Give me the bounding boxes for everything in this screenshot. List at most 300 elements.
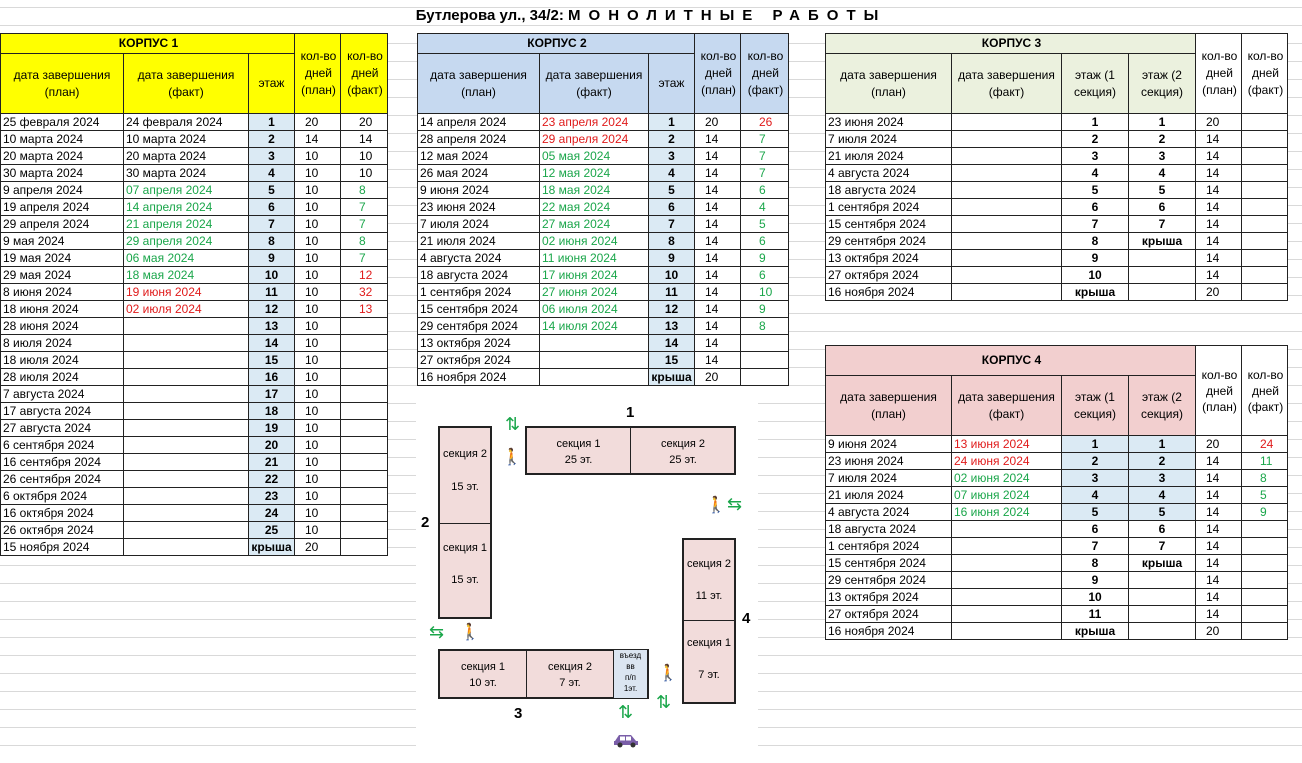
floor-sec1-cell: 1	[1062, 436, 1129, 453]
table-row	[418, 284, 789, 301]
building-4	[682, 538, 736, 704]
floor-sec1-cell: 3	[1062, 148, 1129, 165]
table-row	[826, 233, 1288, 250]
days-fact-cell	[1242, 114, 1288, 131]
days-fact-cell: 7	[341, 216, 388, 233]
plan-date-cell: 7 августа 2024	[1, 386, 124, 403]
days-plan-cell: 14	[695, 148, 741, 165]
days-plan-cell: 14	[1196, 470, 1242, 487]
korpus-2-table	[417, 33, 789, 386]
table-row	[418, 335, 789, 352]
days-fact-cell	[1242, 250, 1288, 267]
floor-sec2-cell	[1129, 284, 1196, 301]
table-row	[418, 148, 789, 165]
days-fact-cell	[341, 505, 388, 522]
fact-date-header: дата завершения (факт)	[952, 54, 1062, 114]
floor-cell: 10	[649, 267, 695, 284]
days-fact-cell: 24	[1242, 436, 1288, 453]
plan-date-cell: 21 июля 2024	[826, 148, 952, 165]
floor-sec2-cell: 4	[1129, 165, 1196, 182]
plan-date-cell: 16 сентября 2024	[1, 454, 124, 471]
table-row	[418, 216, 789, 233]
vertical-arrows-icon: ⇅	[656, 692, 672, 712]
days-fact-cell	[341, 369, 388, 386]
plan-date-cell: 12 мая 2024	[418, 148, 540, 165]
plan-date-cell: 27 октября 2024	[826, 267, 952, 284]
floor-cell: 7	[249, 216, 295, 233]
floor-cell: 9	[249, 250, 295, 267]
plan-date-cell: 29 сентября 2024	[826, 233, 952, 250]
fact-date-cell: 21 апреля 2024	[124, 216, 249, 233]
days-fact-cell: 10	[341, 165, 388, 182]
fact-date-cell	[124, 488, 249, 505]
days-plan-cell: 14	[695, 216, 741, 233]
vertical-arrows-icon: ⇅	[505, 414, 521, 434]
fact-date-cell: 05 мая 2024	[540, 148, 649, 165]
days-plan-cell: 14	[695, 267, 741, 284]
plan-date-cell: 1 сентября 2024	[826, 199, 952, 216]
floor-sec2-cell: 7	[1129, 538, 1196, 555]
fact-date-cell: 02 июня 2024	[952, 470, 1062, 487]
table-row	[826, 487, 1288, 504]
fact-date-cell	[124, 420, 249, 437]
floor-sec1-cell: 11	[1062, 606, 1129, 623]
days-fact-cell	[341, 488, 388, 505]
floor-sec2-cell	[1129, 250, 1196, 267]
fact-date-cell	[952, 572, 1062, 589]
days-plan-cell: 10	[295, 233, 341, 250]
plan-date-cell: 21 июля 2024	[418, 233, 540, 250]
table-row	[1, 454, 388, 471]
fact-date-cell: 16 июня 2024	[952, 504, 1062, 521]
plan-date-cell: 8 июля 2024	[1, 335, 124, 352]
building-1-section-1: секция 1 25 эт.	[556, 438, 601, 466]
plan-date-cell: 28 июля 2024	[1, 369, 124, 386]
table-row	[1, 403, 388, 420]
table-row	[418, 301, 789, 318]
plan-date-cell: 15 сентября 2024	[418, 301, 540, 318]
days-plan-cell: 14	[695, 131, 741, 148]
table-row	[826, 470, 1288, 487]
floor-cell: 21	[249, 454, 295, 471]
days-fact-cell	[1242, 589, 1288, 606]
table-row	[826, 131, 1288, 148]
plan-date-cell: 13 октября 2024	[826, 250, 952, 267]
plan-date-cell: 16 ноября 2024	[826, 623, 952, 640]
days-fact-header: кол-во дней (факт)	[1242, 34, 1288, 114]
table-row	[418, 199, 789, 216]
days-plan-cell: 10	[295, 403, 341, 420]
plan-date-cell: 25 февраля 2024	[1, 114, 124, 131]
table-row	[418, 233, 789, 250]
pedestrian-icon: 🚶	[502, 449, 522, 466]
days-fact-cell: 6	[741, 233, 789, 250]
floor-sec2-cell	[1129, 267, 1196, 284]
table-row	[1, 369, 388, 386]
days-fact-cell	[1242, 182, 1288, 199]
table-row	[1, 233, 388, 250]
floor-cell: 13	[249, 318, 295, 335]
korpus-4-header: КОРПУС 4	[826, 346, 1196, 376]
floor-header: этаж	[249, 54, 295, 114]
floor-cell: 4	[249, 165, 295, 182]
days-fact-cell: 7	[741, 148, 789, 165]
days-fact-cell	[1242, 165, 1288, 182]
days-plan-cell: 14	[695, 301, 741, 318]
floor-cell: 18	[249, 403, 295, 420]
floor-sec1-cell: 2	[1062, 453, 1129, 470]
days-plan-cell: 14	[1196, 267, 1242, 284]
days-plan-header: кол-во дней (план)	[695, 34, 741, 114]
days-plan-cell: 14	[1196, 216, 1242, 233]
horizontal-arrows-icon: ⇆	[429, 622, 445, 642]
floor-cell: 3	[649, 148, 695, 165]
days-plan-cell: 14	[1196, 199, 1242, 216]
floor-sec2-cell: 5	[1129, 504, 1196, 521]
pedestrian-icon: 🚶	[460, 624, 480, 641]
fact-date-cell: 02 июня 2024	[540, 233, 649, 250]
days-fact-header: кол-во дней (факт)	[1242, 346, 1288, 436]
fact-date-cell: 13 июня 2024	[952, 436, 1062, 453]
floor-cell: 6	[249, 199, 295, 216]
plan-date-cell: 9 апреля 2024	[1, 182, 124, 199]
days-fact-cell	[1242, 623, 1288, 640]
days-plan-cell: 10	[295, 420, 341, 437]
plan-date-cell: 29 мая 2024	[1, 267, 124, 284]
floor-sec2-cell: 3	[1129, 470, 1196, 487]
floor-cell: 2	[649, 131, 695, 148]
days-plan-cell: 10	[295, 165, 341, 182]
korpus-1-header: КОРПУС 1	[1, 34, 295, 54]
table-row	[1, 420, 388, 437]
days-plan-cell: 14	[1196, 233, 1242, 250]
days-plan-cell: 10	[295, 454, 341, 471]
days-fact-cell: 8	[341, 182, 388, 199]
table-row	[1, 182, 388, 199]
table-row	[826, 436, 1288, 453]
days-plan-cell: 20	[295, 114, 341, 131]
plan-date-cell: 17 августа 2024	[1, 403, 124, 420]
fact-date-cell: 22 мая 2024	[540, 199, 649, 216]
floor-sec1-cell: 7	[1062, 216, 1129, 233]
floor-cell: 8	[649, 233, 695, 250]
fact-date-cell	[124, 539, 249, 556]
plan-date-cell: 23 июня 2024	[826, 453, 952, 470]
days-fact-cell: 8	[741, 318, 789, 335]
fact-date-cell	[952, 165, 1062, 182]
plan-date-cell: 15 сентября 2024	[826, 555, 952, 572]
floor-cell: 15	[249, 352, 295, 369]
fact-date-cell	[124, 386, 249, 403]
floor-sec1-cell: 9	[1062, 250, 1129, 267]
fact-date-cell	[952, 623, 1062, 640]
fact-date-cell	[124, 454, 249, 471]
floor-sec1-cell: крыша	[1062, 284, 1129, 301]
floor-sec2-cell: 2	[1129, 453, 1196, 470]
days-plan-cell: 14	[295, 131, 341, 148]
days-plan-cell: 20	[295, 539, 341, 556]
days-plan-cell: 10	[295, 437, 341, 454]
plan-date-cell: 18 июля 2024	[1, 352, 124, 369]
plan-date-cell: 27 августа 2024	[1, 420, 124, 437]
floor-cell: 6	[649, 199, 695, 216]
days-plan-cell: 14	[695, 233, 741, 250]
korpus-1-table	[0, 33, 388, 556]
fact-date-cell	[124, 505, 249, 522]
floor-sec1-cell: 10	[1062, 589, 1129, 606]
table-row	[1, 522, 388, 539]
fact-date-cell: 27 июня 2024	[540, 284, 649, 301]
building-1-section-2: секция 2 25 эт.	[660, 438, 705, 466]
plan-date-cell: 6 октября 2024	[1, 488, 124, 505]
floor-sec1-cell: 3	[1062, 470, 1129, 487]
days-fact-cell	[1242, 233, 1288, 250]
car-icon	[612, 732, 640, 748]
days-plan-cell: 14	[1196, 453, 1242, 470]
days-plan-cell: 20	[695, 369, 741, 386]
days-fact-header: кол-во дней (факт)	[341, 34, 388, 114]
fact-date-cell	[952, 250, 1062, 267]
plan-date-cell: 13 октября 2024	[826, 589, 952, 606]
table-row	[1, 539, 388, 556]
floor-cell: крыша	[249, 539, 295, 556]
floor-cell: 9	[649, 250, 695, 267]
plan-date-cell: 20 марта 2024	[1, 148, 124, 165]
floor-cell: 13	[649, 318, 695, 335]
fact-date-cell: 12 мая 2024	[540, 165, 649, 182]
fact-date-cell	[952, 589, 1062, 606]
table-row	[1, 131, 388, 148]
plan-date-cell: 9 июня 2024	[418, 182, 540, 199]
table-row	[826, 606, 1288, 623]
fact-date-cell	[124, 369, 249, 386]
floor-sec2-cell: 7	[1129, 216, 1196, 233]
floor-cell: 1	[649, 114, 695, 131]
table-row	[826, 538, 1288, 555]
table-row	[1, 165, 388, 182]
floor-sec2-cell	[1129, 606, 1196, 623]
days-plan-cell: 14	[1196, 589, 1242, 606]
days-fact-cell: 11	[1242, 453, 1288, 470]
floor-cell: 3	[249, 148, 295, 165]
table-row	[1, 335, 388, 352]
plan-date-cell: 29 сентября 2024	[418, 318, 540, 335]
fact-date-cell	[124, 403, 249, 420]
fact-date-cell: 30 марта 2024	[124, 165, 249, 182]
pedestrian-icon: 🚶	[706, 497, 726, 514]
table-row	[1, 267, 388, 284]
plan-date-cell: 15 сентября 2024	[826, 216, 952, 233]
days-fact-cell: 9	[741, 250, 789, 267]
plan-date-cell: 16 ноября 2024	[826, 284, 952, 301]
days-fact-cell	[1242, 267, 1288, 284]
days-fact-cell: 12	[341, 267, 388, 284]
floor-sec2-cell: 5	[1129, 182, 1196, 199]
days-fact-cell: 6	[741, 182, 789, 199]
days-plan-cell: 10	[295, 199, 341, 216]
days-plan-header: кол-во дней (план)	[1196, 346, 1242, 436]
fact-date-cell	[952, 216, 1062, 233]
days-fact-cell	[741, 352, 789, 369]
fact-date-cell: 29 апреля 2024	[124, 233, 249, 250]
horizontal-arrows-icon: ⇆	[727, 494, 743, 514]
fact-date-cell: 27 мая 2024	[540, 216, 649, 233]
building-2	[438, 426, 492, 619]
plan-date-cell: 4 августа 2024	[418, 250, 540, 267]
table-row	[826, 199, 1288, 216]
floor-sec1-cell: 6	[1062, 199, 1129, 216]
plan-date-cell: 1 сентября 2024	[418, 284, 540, 301]
fact-date-cell	[124, 437, 249, 454]
fact-date-cell: 24 июня 2024	[952, 453, 1062, 470]
days-plan-cell: 20	[1196, 436, 1242, 453]
fact-date-cell	[952, 131, 1062, 148]
floor-cell: 4	[649, 165, 695, 182]
days-fact-cell: 7	[341, 250, 388, 267]
table-row	[826, 504, 1288, 521]
fact-date-cell: 14 июля 2024	[540, 318, 649, 335]
days-plan-cell: 10	[295, 182, 341, 199]
table-row	[1, 318, 388, 335]
floor-sec1-cell: крыша	[1062, 623, 1129, 640]
table-row	[1, 199, 388, 216]
plan-date-header: дата завершения (план)	[1, 54, 124, 114]
fact-date-cell: 06 мая 2024	[124, 250, 249, 267]
building-3-section-1: секция 1 10 эт.	[460, 661, 505, 689]
days-fact-cell	[341, 352, 388, 369]
building-2-section-1: секция 1 15 эт.	[442, 542, 487, 586]
days-fact-cell: 5	[1242, 487, 1288, 504]
floor-sec2-cell: 2	[1129, 131, 1196, 148]
fact-date-header: дата завершения (факт)	[124, 54, 249, 114]
plan-date-cell: 27 октября 2024	[418, 352, 540, 369]
plan-date-cell: 4 августа 2024	[826, 504, 952, 521]
days-plan-cell: 14	[1196, 148, 1242, 165]
days-fact-cell: 10	[741, 284, 789, 301]
table-row	[1, 301, 388, 318]
days-fact-cell	[741, 335, 789, 352]
building-1-label: 1	[626, 404, 635, 421]
floor-sec2-header: этаж (2 секция)	[1129, 54, 1196, 114]
days-plan-cell: 14	[1196, 572, 1242, 589]
floor-cell: 16	[249, 369, 295, 386]
fact-date-cell	[952, 182, 1062, 199]
table-row	[418, 182, 789, 199]
fact-date-cell: 07 июня 2024	[952, 487, 1062, 504]
days-fact-cell: 7	[741, 131, 789, 148]
days-plan-cell: 10	[295, 522, 341, 539]
days-fact-cell	[1242, 538, 1288, 555]
plan-date-cell: 28 апреля 2024	[418, 131, 540, 148]
table-row	[826, 148, 1288, 165]
table-row	[826, 114, 1288, 131]
floor-cell: 19	[249, 420, 295, 437]
plan-date-cell: 16 ноября 2024	[418, 369, 540, 386]
fact-date-cell	[952, 114, 1062, 131]
fact-date-cell: 19 июня 2024	[124, 284, 249, 301]
fact-date-cell: 14 апреля 2024	[124, 199, 249, 216]
floor-sec1-cell: 1	[1062, 114, 1129, 131]
fact-date-cell	[952, 284, 1062, 301]
plan-date-cell: 14 апреля 2024	[418, 114, 540, 131]
fact-date-cell: 17 июня 2024	[540, 267, 649, 284]
days-plan-cell: 10	[295, 301, 341, 318]
table-row	[1, 284, 388, 301]
plan-date-cell: 28 июня 2024	[1, 318, 124, 335]
vertical-arrows-icon: ⇅	[618, 702, 634, 722]
days-fact-cell	[741, 369, 789, 386]
fact-date-cell: 23 апреля 2024	[540, 114, 649, 131]
days-plan-cell: 20	[1196, 623, 1242, 640]
table-row	[1, 148, 388, 165]
floor-sec1-header: этаж (1 секция)	[1062, 376, 1129, 436]
days-fact-cell: 9	[741, 301, 789, 318]
days-fact-cell	[341, 522, 388, 539]
days-plan-cell: 14	[1196, 538, 1242, 555]
days-fact-cell	[1242, 216, 1288, 233]
floor-cell: 12	[649, 301, 695, 318]
fact-date-cell	[540, 335, 649, 352]
plan-date-cell: 16 октября 2024	[1, 505, 124, 522]
plan-date-cell: 18 августа 2024	[418, 267, 540, 284]
table-row	[826, 555, 1288, 572]
plan-date-cell: 26 мая 2024	[418, 165, 540, 182]
fact-date-cell	[952, 555, 1062, 572]
fact-date-cell: 10 марта 2024	[124, 131, 249, 148]
plan-date-cell: 23 июня 2024	[826, 114, 952, 131]
table-row	[1, 437, 388, 454]
floor-cell: 15	[649, 352, 695, 369]
days-plan-cell: 10	[295, 352, 341, 369]
fact-date-cell	[124, 352, 249, 369]
table-row	[418, 369, 789, 386]
fact-date-cell: 18 мая 2024	[540, 182, 649, 199]
days-plan-cell: 10	[295, 284, 341, 301]
fact-date-cell	[952, 267, 1062, 284]
floor-sec2-cell: 1	[1129, 114, 1196, 131]
fact-date-cell	[952, 606, 1062, 623]
pedestrian-icon: 🚶	[658, 665, 678, 682]
fact-date-cell: 18 мая 2024	[124, 267, 249, 284]
days-plan-cell: 10	[295, 471, 341, 488]
days-plan-cell: 14	[695, 250, 741, 267]
plan-date-cell: 13 октября 2024	[418, 335, 540, 352]
days-plan-cell: 14	[695, 335, 741, 352]
building-4-section-1: секция 1 7 эт.	[686, 637, 731, 681]
fact-date-cell	[124, 335, 249, 352]
days-plan-cell: 14	[695, 199, 741, 216]
plan-date-cell: 19 мая 2024	[1, 250, 124, 267]
fact-date-cell: 24 февраля 2024	[124, 114, 249, 131]
table-row	[418, 131, 789, 148]
table-row	[418, 352, 789, 369]
fact-date-cell: 02 июля 2024	[124, 301, 249, 318]
fact-date-cell: 11 июня 2024	[540, 250, 649, 267]
floor-sec2-cell: 4	[1129, 487, 1196, 504]
floor-sec1-cell: 9	[1062, 572, 1129, 589]
building-3-label: 3	[514, 705, 523, 722]
days-fact-cell	[1242, 131, 1288, 148]
floor-sec2-cell: 6	[1129, 199, 1196, 216]
table-row	[1, 386, 388, 403]
days-plan-cell: 10	[295, 148, 341, 165]
fact-date-cell	[124, 318, 249, 335]
days-plan-cell: 10	[295, 216, 341, 233]
fact-date-cell	[952, 199, 1062, 216]
days-plan-cell: 10	[295, 267, 341, 284]
table-row	[826, 589, 1288, 606]
fact-date-cell	[124, 471, 249, 488]
